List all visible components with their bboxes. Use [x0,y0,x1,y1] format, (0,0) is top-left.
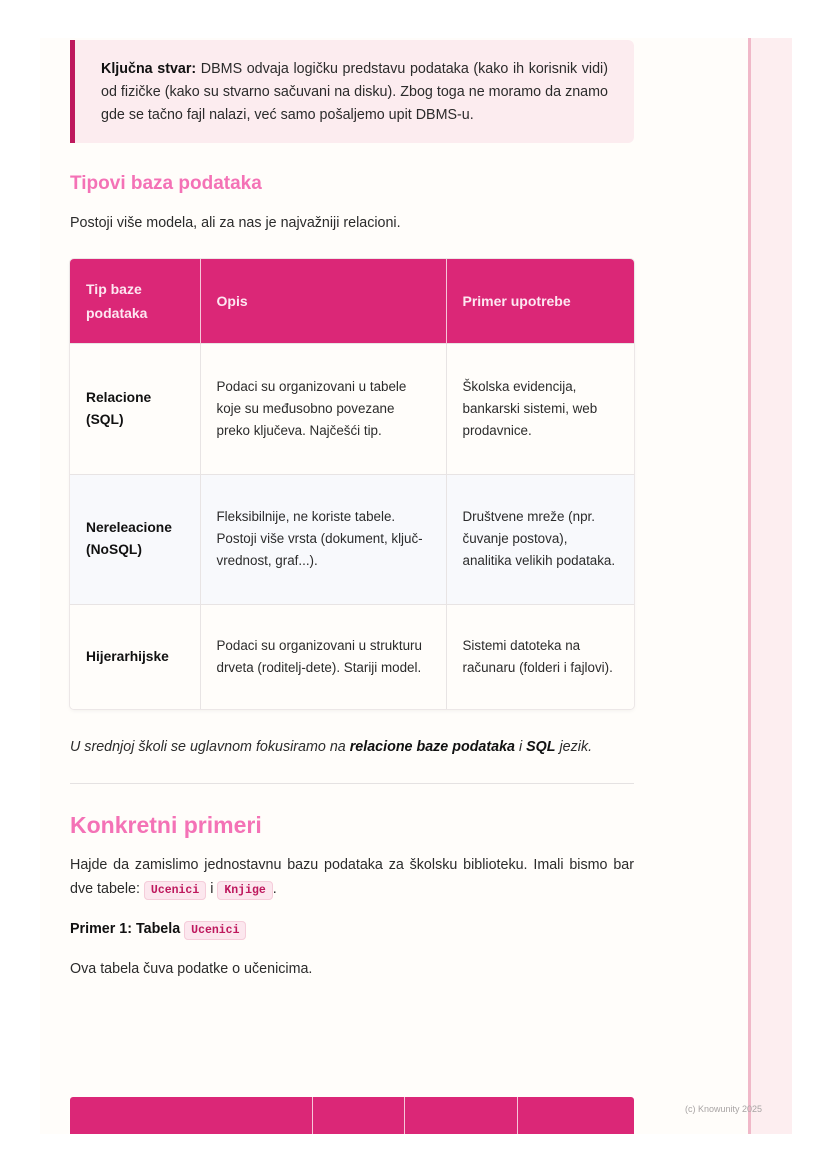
table-row [70,474,634,604]
ucenici-table-header [70,1097,634,1134]
page-side-strip [748,38,792,1134]
header-opis: Opis [200,259,446,343]
cell-tip: Nereleacione (NoSQL) [70,474,200,604]
copyright-footer: (c) Knowunity 2025 [685,1104,763,1114]
note-text: jezik. [555,739,593,755]
page-content [70,38,634,981]
database-types-table [70,259,634,709]
code-ucenici: Ucenici [144,881,206,900]
header-cell [518,1097,634,1134]
section-intro-types: Postoji više modela, ali za nas je najvažniji relacioni. [70,215,401,231]
intro-text: Hajde da zamislimo jednostavnu bazu podataka za školsku biblioteku. Imali bismo bar dve tabele: [70,857,634,897]
cell-tip: Relacione (SQL) [70,343,200,474]
header-cell [70,1097,313,1134]
header-cell [405,1097,518,1134]
table-row [70,343,634,474]
code-ucenici: Ucenici [184,921,246,940]
cell-primer: Društvene mreže (npr. čuvanje postova), analitika velikih podataka. [446,474,634,604]
cell-primer: Školska evidencija, bankarski sistemi, web prodavnice. [446,343,634,474]
example-1-description: Ova tabela čuva podatke o učenicima. [70,961,313,977]
table-row [70,604,634,709]
document-page [40,38,748,1134]
intro-text: . [272,881,277,897]
callout-label: Ključna stvar: [101,61,197,77]
note-text: i [515,739,527,755]
cell-opis: Fleksibilnije, ne koriste tabele. Postoji više vrsta (dokument, ključ-vrednost, graf...). [200,474,446,604]
table-header-row [70,259,634,343]
cell-primer: Sistemi datoteka na računaru (folderi i fajlovi). [446,604,634,709]
key-point-callout [70,40,634,143]
section-title-examples: Konkretni primeri [70,812,262,838]
focus-note [70,735,634,759]
header-primer: Primer upotrebe [446,259,634,343]
cell-opis: Podaci su organizovani u tabele koje su međusobno povezane preko ključeva. Najčešći tip. [200,343,446,474]
section-divider [70,783,634,784]
example-label: Primer 1: Tabela [70,921,185,937]
examples-intro [70,853,634,903]
code-knjige: Knjige [217,881,272,900]
header-tip: Tip baze podataka [70,259,200,343]
cell-opis: Podaci su organizovani u strukturu drveta (roditelj-dete). Stariji model. [200,604,446,709]
cell-tip: Hijerarhijske [70,604,200,709]
note-text: U srednjoj školi se uglavnom fokusiramo na [70,739,350,755]
section-title-types: Tipovi baza podataka [70,173,262,194]
note-bold-relational: relacione baze podataka [349,739,515,755]
header-cell [313,1097,405,1134]
callout-text: DBMS odvaja logičku predstavu podataka (kako ih korisnik vidi) od fizičke (kako su stvarno sačuvani na disku). Zbog toga ne moramo da znamo gde se tačno fajl nalazi, već samo pošaljemo upit DBMS-u. [101,61,608,123]
example-1-heading [70,917,634,943]
note-bold-sql: SQL [526,739,556,755]
intro-text: i [206,881,218,897]
